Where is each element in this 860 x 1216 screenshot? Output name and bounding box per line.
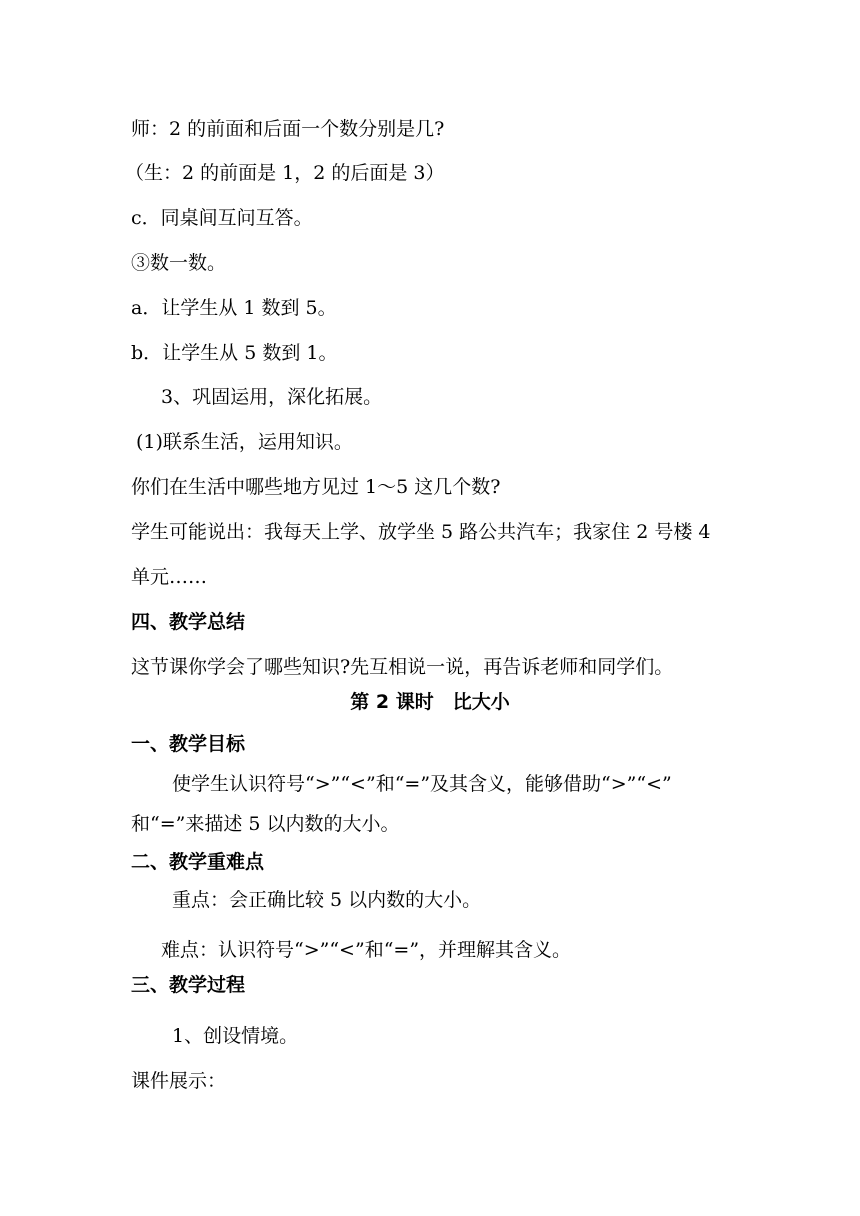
- text-line: 1、创设情境。: [172, 1025, 299, 1047]
- text-line: 重点：会正确比较 5 以内数的大小。: [172, 889, 482, 911]
- text-line: 3、巩固运用，深化拓展。: [161, 386, 383, 408]
- text-line: c．同桌间互问互答。: [131, 207, 313, 229]
- text-line: 这节课你学会了哪些知识?先互相说一说，再告诉老师和同学们。: [131, 656, 674, 678]
- text-line: 使学生认识符号“>”“<”和“=”及其含义，能够借助“>”“<”: [172, 773, 672, 795]
- section-heading: 三、教学过程: [131, 974, 246, 996]
- text-line: （生：2 的前面是 1，2 的后面是 3）: [125, 162, 445, 184]
- text-line: 和“=”来描述 5 以内数的大小。: [131, 813, 400, 835]
- section-heading: 二、教学重难点: [131, 851, 265, 873]
- text-line: 学生可能说出：我每天上学、放学坐 5 路公共汽车；我家住 2 号楼 4: [131, 521, 711, 543]
- text-line: ③数一数。: [131, 252, 227, 274]
- text-line: 课件展示：: [131, 1070, 227, 1092]
- text-line: 单元……: [131, 566, 208, 588]
- section-heading: 一、教学目标: [131, 733, 246, 755]
- text-line: 你们在生活中哪些地方见过 1～5 这几个数?: [131, 476, 501, 498]
- text-line: 难点：认识符号“>”“<”和“=”，并理解其含义。: [161, 939, 572, 961]
- text-line: b．让学生从 5 数到 1。: [131, 342, 338, 364]
- text-line: 师：2 的前面和后面一个数分别是几?: [131, 118, 445, 140]
- text-line: a．让学生从 1 数到 5。: [131, 297, 337, 319]
- section-heading: 四、教学总结: [131, 611, 246, 633]
- lesson-title: 第 2 课时 比大小: [350, 691, 510, 713]
- text-line: (1)联系生活，运用知识。: [136, 431, 353, 453]
